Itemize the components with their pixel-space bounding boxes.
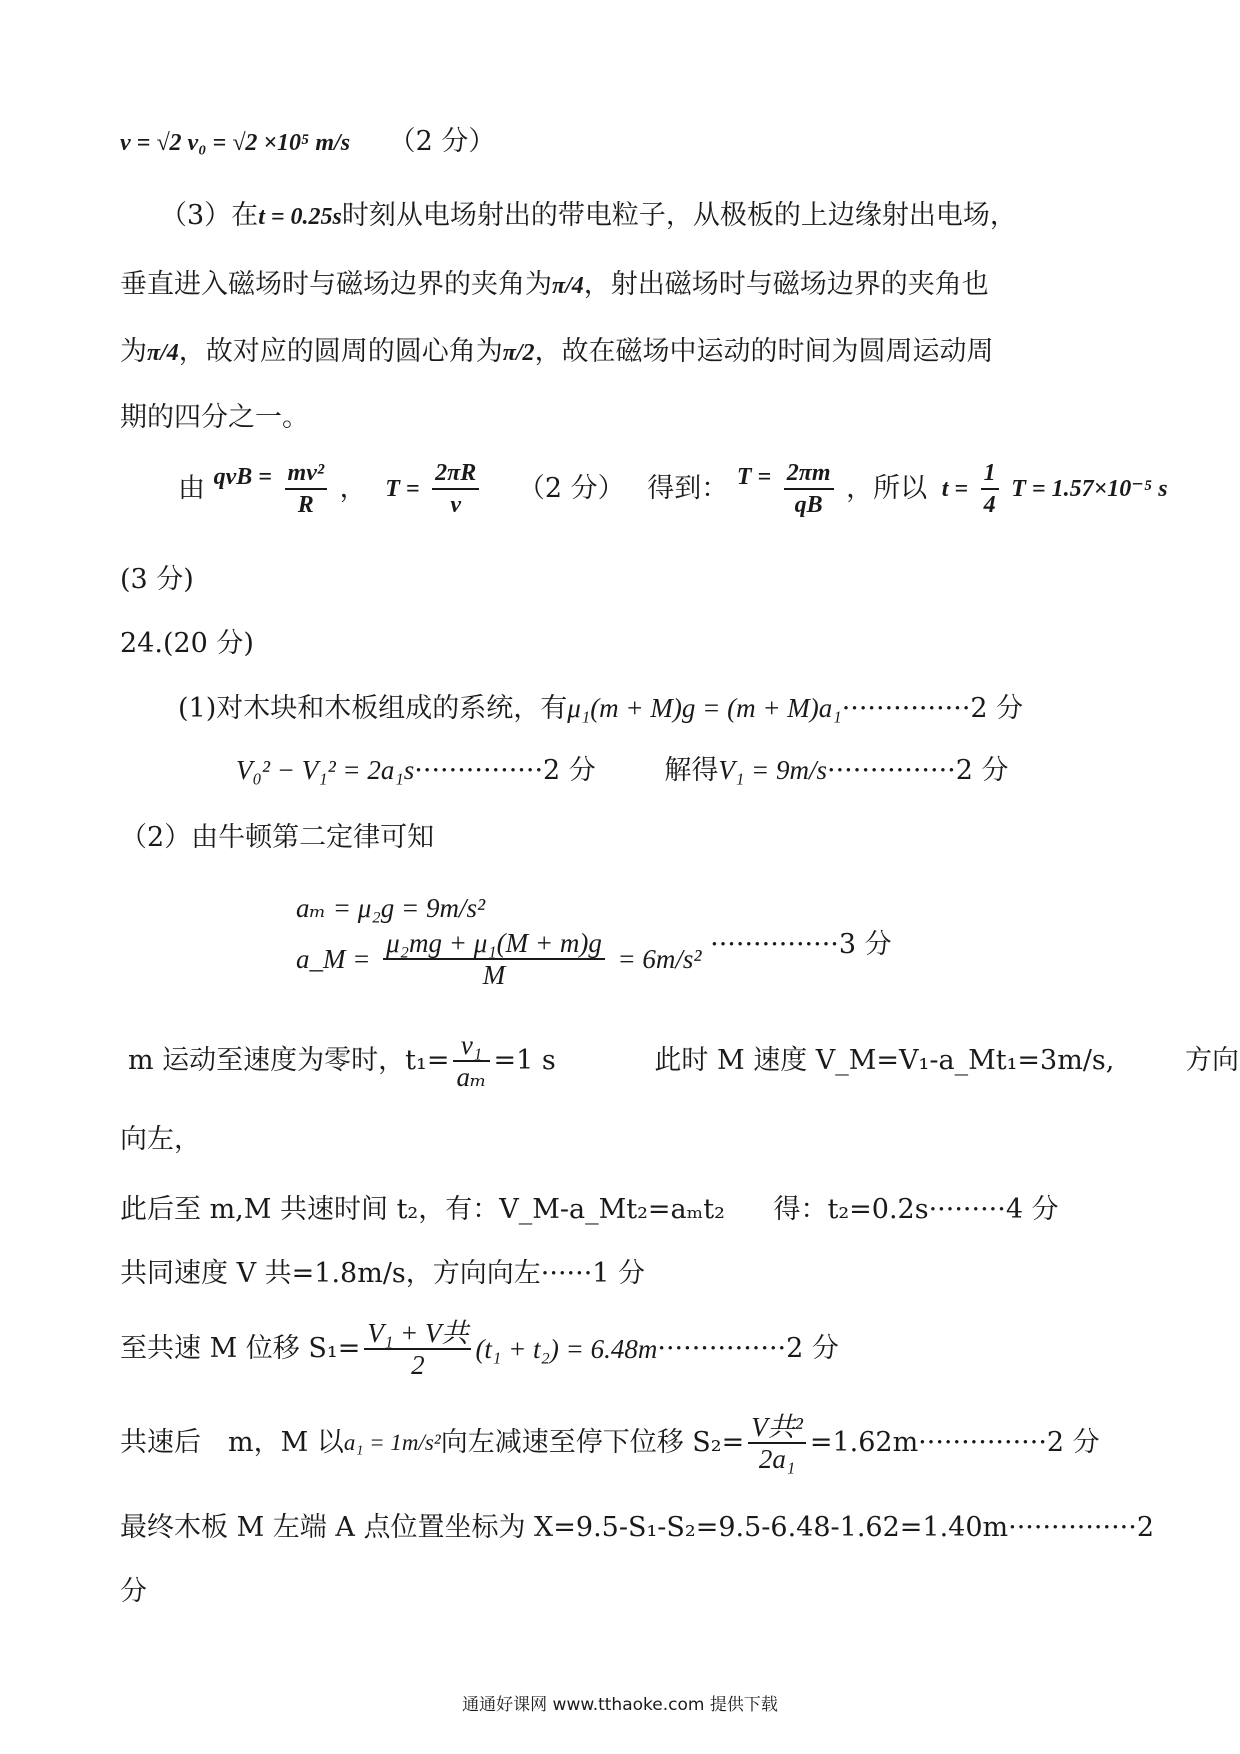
denominator: qB	[794, 492, 823, 518]
line-central-angle	[120, 332, 994, 373]
text: ，射出磁场时与磁场边界的夹角也	[583, 269, 989, 300]
score-label: (3 分)	[120, 564, 194, 595]
line-quarter-period	[120, 398, 309, 438]
text: 此后至 m,M 共速时间 t₂，有：V_M-a_Mt₂=aₘt₂	[120, 1194, 725, 1225]
denominator: M	[482, 960, 506, 990]
line-direction-left	[120, 1120, 201, 1160]
denominator: v	[450, 492, 462, 518]
numerator: 1	[981, 458, 999, 490]
footer-watermark: 通通好课网 www.tthaoke.com 提供下载	[462, 1695, 778, 1715]
equation-part: T =	[385, 476, 420, 502]
velocity-equation: v = √2 v₀ = √2 ×10⁵ m/s	[120, 130, 351, 156]
equation-part: (t₁ + t₂) = 6.48m	[475, 1334, 658, 1364]
text: 向左减速至停下位移 S₂=	[440, 1427, 745, 1458]
text: 时刻从电场射出的带电粒子，从极板的上边缘射出电场，	[341, 200, 1017, 231]
line-part1-system	[178, 688, 1023, 729]
equation: a₁ = 1m/s²	[343, 1430, 441, 1455]
line-displacement-s1	[120, 1318, 839, 1380]
text: 为	[120, 336, 147, 367]
score-label: ···············2 分	[414, 755, 596, 786]
score-label: （2 分）	[388, 126, 496, 157]
angle-expression: π/4	[147, 340, 179, 366]
text: （3）在	[160, 200, 259, 231]
text: (1)对木块和木板组成的系统，有	[178, 693, 568, 724]
text: 此时 M 速度 V_M=V₁-a_Mt₁=3m/s,	[654, 1045, 1115, 1076]
score-label: ···············2 分	[827, 755, 1009, 786]
question-number: 24.(20 分)	[120, 628, 254, 659]
equation: aₘ = μ₂g = 9m/s²	[296, 893, 486, 923]
text: =1 s	[493, 1045, 556, 1076]
line-velocity	[120, 122, 495, 163]
line-part3-intro	[160, 196, 1017, 237]
score-label: ···············2 分	[657, 1333, 839, 1364]
text: ，故在磁场中运动的时间为圆周运动周	[534, 336, 994, 367]
fraction-one-quarter	[981, 458, 999, 520]
angle-expression: π/4	[552, 273, 584, 299]
time-expression: t = 0.25s	[258, 204, 342, 230]
line-displacement-s2	[120, 1412, 1100, 1474]
text: 共速后 m，M 以	[120, 1427, 344, 1458]
text: 至共速 M 位移 S₁=	[120, 1333, 361, 1364]
text: 向左，	[120, 1124, 201, 1155]
text: 解得	[664, 755, 719, 786]
line-m-stops	[128, 1030, 1239, 1092]
text: m 运动至速度为零时，t₁=	[128, 1045, 450, 1076]
equation: V₀² − V₁² = 2a₁s	[236, 755, 415, 785]
numerator: V₁ + V共	[364, 1318, 471, 1350]
fraction-v1-plus-v-common	[364, 1318, 471, 1380]
text: ，故对应的圆周的圆心角为	[178, 336, 503, 367]
equation-part: T = 1.57×10⁻⁵ s	[1011, 476, 1168, 502]
denominator: aₘ	[456, 1062, 487, 1092]
line-final-position	[120, 1508, 1154, 1548]
equation-part: a_M =	[296, 944, 371, 974]
numerator: 2πm	[784, 458, 834, 490]
line-common-time	[120, 1190, 1059, 1230]
equation-part: = 6m/s²	[617, 944, 702, 974]
denominator: 2a₁	[758, 1444, 796, 1474]
numerator: μ₂mg + μ₁(M + m)g	[383, 928, 605, 960]
text: 分	[120, 1576, 147, 1607]
fraction-v1-over-am	[453, 1030, 489, 1092]
denominator: 2	[411, 1350, 425, 1380]
fraction-v-common-squared	[748, 1412, 806, 1474]
fraction-mv2-over-r	[285, 458, 328, 520]
score-label: ···············3 分	[710, 929, 892, 960]
text: 得：t₂=0.2s·········4 分	[773, 1194, 1059, 1225]
fraction-2pir-over-v	[432, 458, 479, 520]
fraction-acceleration-m	[383, 928, 605, 990]
line-kinematics	[236, 750, 1009, 791]
text: ，所以	[846, 473, 928, 504]
equation-part: T =	[736, 464, 772, 490]
equation-part: qvB =	[213, 464, 272, 490]
text: =1.62m···············2 分	[809, 1427, 1100, 1458]
text: ，	[339, 473, 367, 504]
line-acceleration-m	[296, 888, 485, 929]
numerator: 2πR	[432, 458, 479, 490]
line-acceleration-big-m	[296, 928, 892, 990]
denominator: R	[297, 492, 314, 518]
text: 由	[178, 473, 205, 504]
numerator: v₁	[453, 1030, 489, 1062]
numerator: V共²	[748, 1412, 806, 1444]
score-label: ···············2 分	[841, 693, 1024, 724]
text: 方向	[1184, 1045, 1239, 1076]
text: 共同速度 V 共=1.8m/s，方向向左······1 分	[120, 1258, 646, 1289]
denominator: 4	[983, 492, 996, 518]
line-part2-intro	[120, 818, 434, 858]
question-24-heading	[120, 624, 254, 664]
text: 最终木板 M 左端 A 点位置坐标为 X=9.5-S₁-S₂=9.5-6.48-1.62=1.40m···············2	[120, 1512, 1155, 1543]
text: 期的四分之一。	[120, 402, 309, 433]
equation-part: t =	[941, 476, 969, 502]
line-angle-entry	[120, 265, 989, 306]
line-final-score	[120, 1572, 147, 1612]
fraction-2pim-over-qb	[784, 458, 834, 520]
text: 得到：	[647, 473, 729, 504]
line-period-formulas	[178, 458, 1168, 520]
equation: μ₁(m + M)g = (m + M)a₁	[567, 693, 842, 723]
text: 垂直进入磁场时与磁场边界的夹角为	[120, 269, 552, 300]
line-score-3	[120, 560, 194, 600]
score-label: （2 分）	[517, 473, 625, 504]
line-common-velocity	[120, 1254, 645, 1294]
angle-expression: π/2	[502, 340, 535, 366]
numerator: mv²	[285, 458, 328, 490]
equation: V₁ = 9m/s	[718, 755, 827, 785]
text: （2）由牛顿第二定律可知	[120, 822, 435, 853]
